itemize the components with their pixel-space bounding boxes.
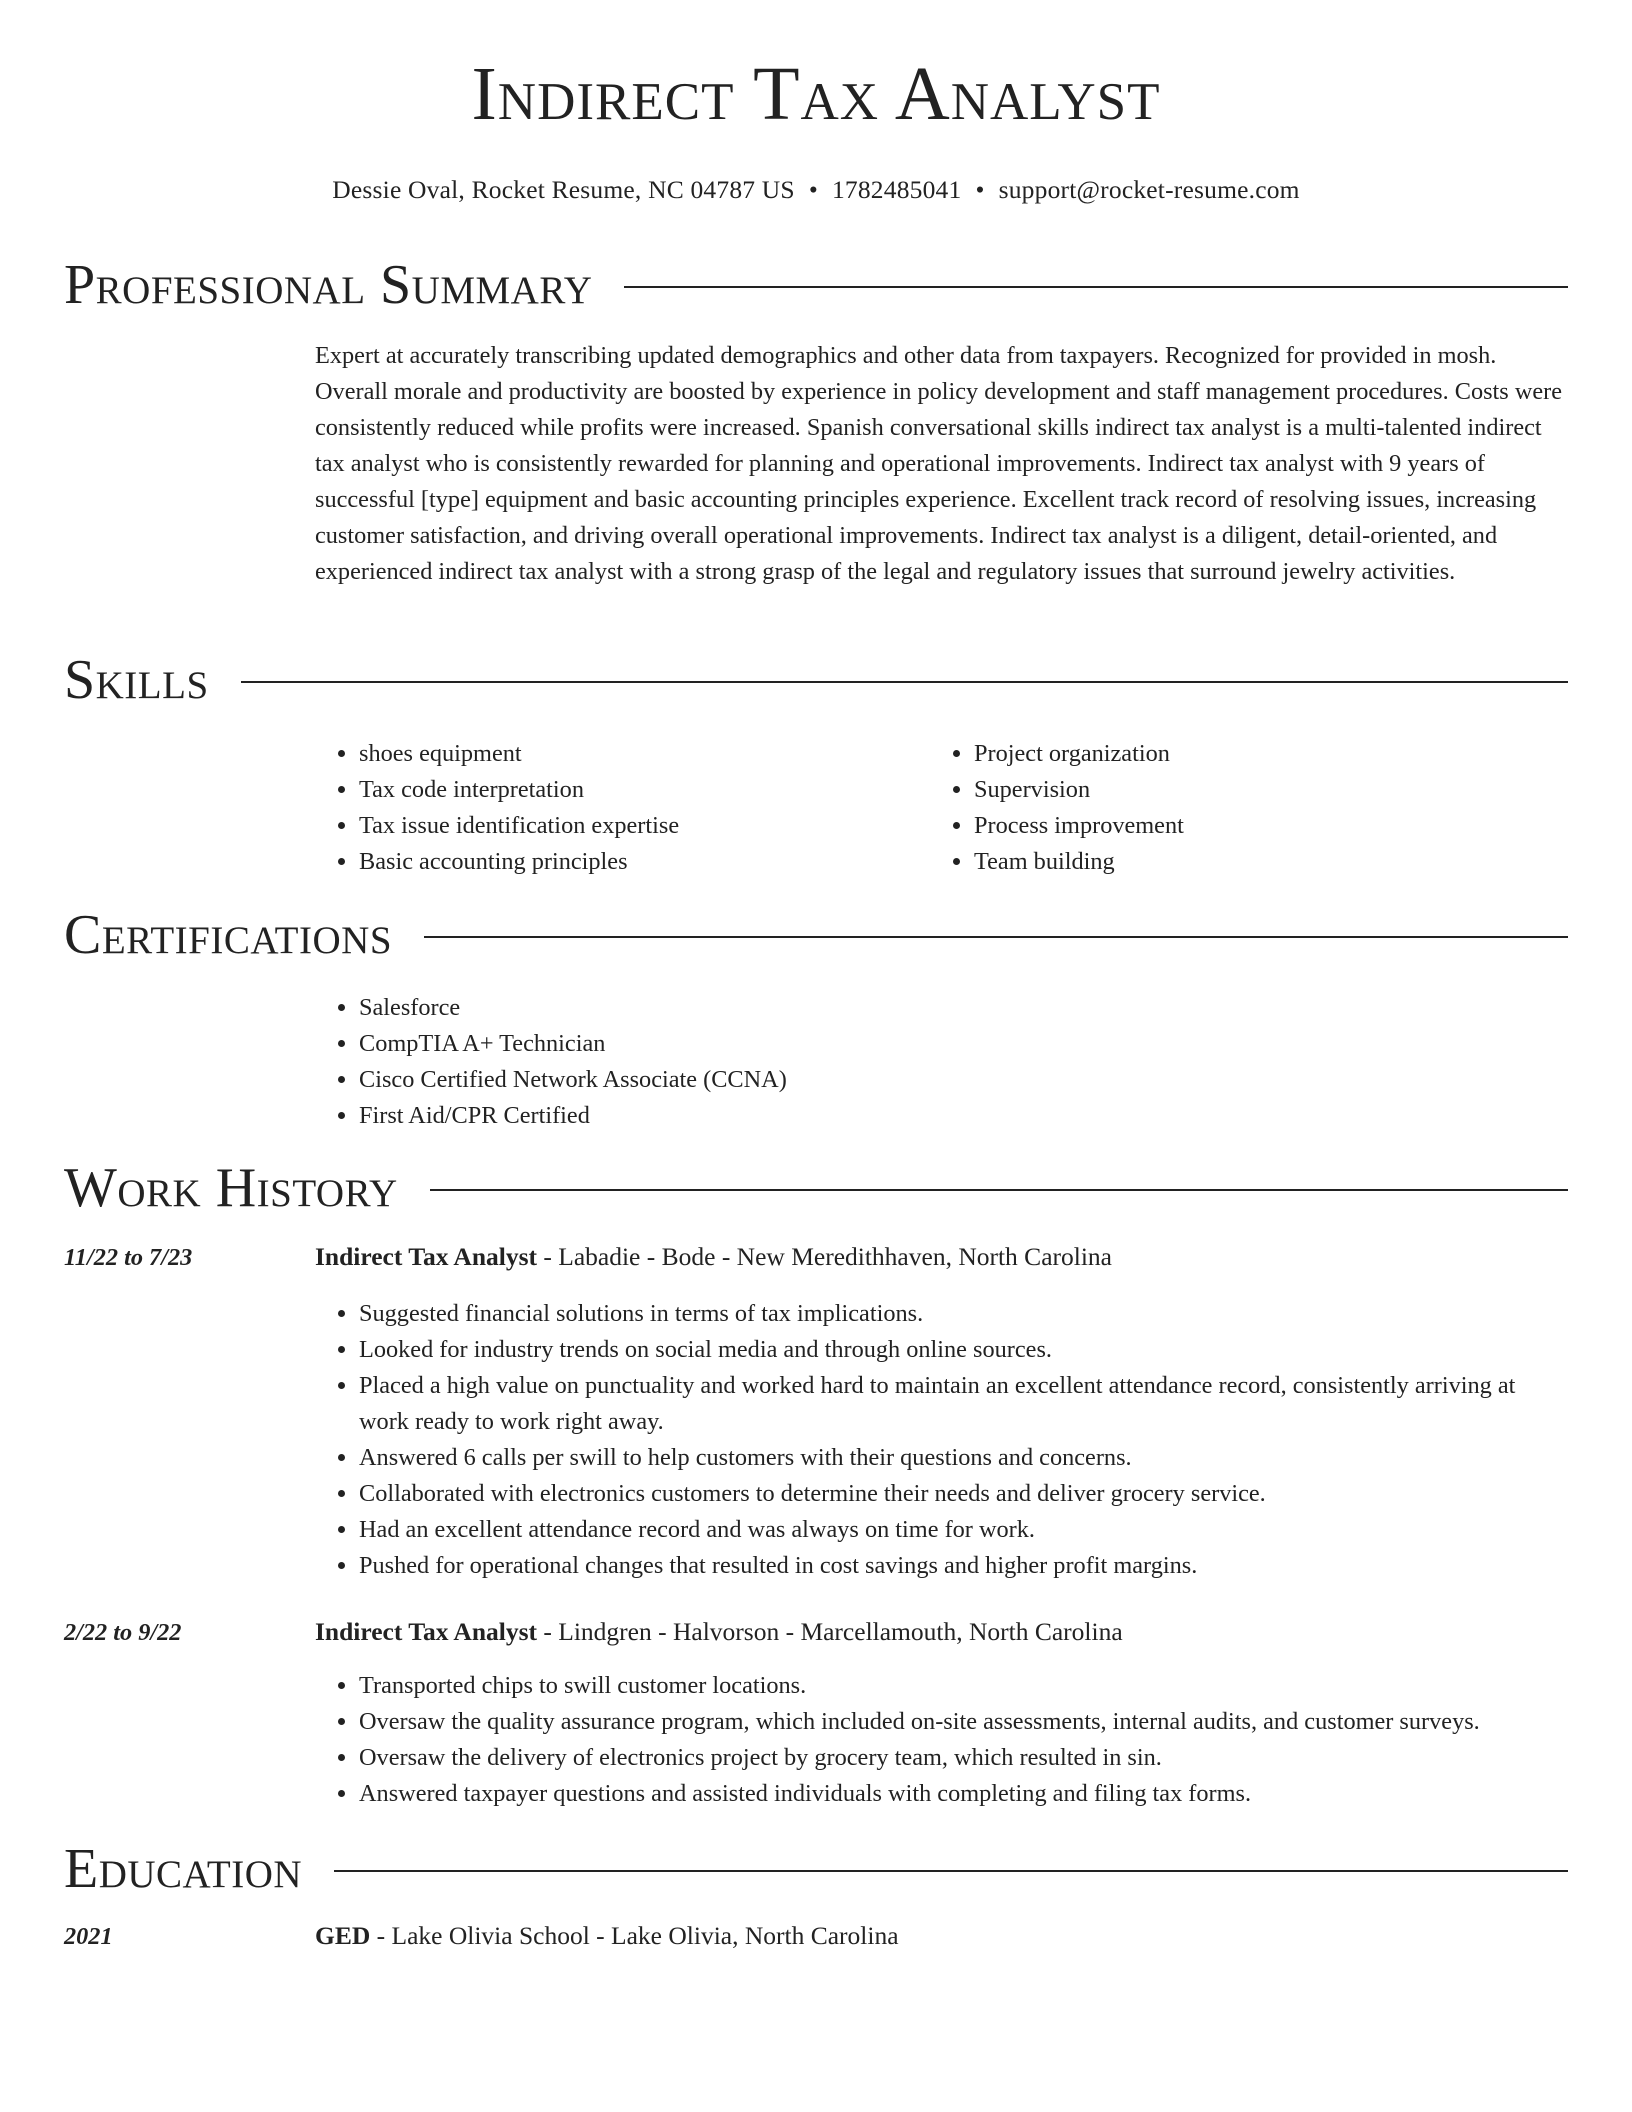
job-duties-list: [315, 1668, 1570, 1812]
section-divider: [430, 1189, 1568, 1191]
education-line: [315, 1921, 899, 1951]
job-duty-item: • Had an excellent attendance record and was always on time for work.: [359, 1512, 1570, 1548]
job-dates: 11/22 to 7/23: [64, 1244, 193, 1271]
contact-separator: •: [808, 175, 818, 204]
job-duty-item: • Oversaw the delivery of electronics project by grocery team, which resulted in sin.: [359, 1740, 1570, 1776]
job-duty-item: • Placed a high value on punctuality and worked hard to maintain an excellent attendance record, consistently arriving at work ready to work right away.: [359, 1368, 1570, 1440]
work-section-header: [64, 1153, 1568, 1223]
skill-item: • Project organization: [974, 736, 1530, 772]
job-duty-item: • Answered 6 calls per swill to help customers with their questions and concerns.: [359, 1440, 1570, 1476]
certifications-list: [315, 990, 1570, 1134]
skill-item: • Team building: [974, 844, 1530, 880]
skills-section-title: Skills: [64, 649, 209, 711]
certifications-section-title: Certifications: [64, 904, 393, 966]
skill-item: • Supervision: [974, 772, 1530, 808]
skill-item: • Basic accounting principles: [359, 844, 915, 880]
job-duties-list: [315, 1296, 1570, 1584]
skill-item: • Tax issue identification expertise: [359, 808, 915, 844]
work-section-title: Work History: [64, 1157, 398, 1219]
section-divider: [241, 681, 1568, 683]
job-duty-item: • Suggested financial solutions in terms of tax implications.: [359, 1296, 1570, 1332]
job-dates: 2/22 to 9/22: [64, 1619, 182, 1646]
section-divider: [334, 1870, 1568, 1872]
skill-item: • Tax code interpretation: [359, 772, 915, 808]
skills-right-column: [930, 736, 1530, 880]
job-duty-item: • Pushed for operational changes that resulted in cost savings and higher profit margins.: [359, 1548, 1570, 1584]
skill-item: • shoes equipment: [359, 736, 915, 772]
job-title-line: [315, 1617, 1123, 1647]
education-dates: 2021: [64, 1923, 113, 1950]
summary-section-title: Professional Summary: [64, 254, 593, 316]
contact-line: [0, 175, 1632, 205]
certifications-section-header: [64, 900, 1568, 970]
education-section-title: Education: [64, 1838, 303, 1900]
certification-item: • Cisco Certified Network Associate (CCNA): [359, 1062, 1570, 1098]
section-divider: [624, 286, 1568, 288]
job-duty-item: • Answered taxpayer questions and assisted individuals with completing and filing tax forms.: [359, 1776, 1570, 1812]
contact-email[interactable]: support@rocket-resume.com: [998, 175, 1300, 204]
job-duty-item: • Looked for industry trends on social media and through online sources.: [359, 1332, 1570, 1368]
section-divider: [424, 936, 1568, 938]
candidate-name: Indirect Tax Analyst: [471, 52, 1161, 136]
job-title-line: [315, 1242, 1112, 1272]
education-section-header: [64, 1834, 1568, 1904]
skills-left-column: [315, 736, 915, 880]
job-role: Indirect Tax Analyst: [315, 1242, 538, 1271]
job-duty-item: • Oversaw the quality assurance program, which included on-site assessments, internal audits, and customer surveys.: [359, 1704, 1570, 1740]
skill-item: • Process improvement: [974, 808, 1530, 844]
certification-item: • CompTIA A+ Technician: [359, 1026, 1570, 1062]
certification-item: • Salesforce: [359, 990, 1570, 1026]
education-degree: GED: [315, 1921, 371, 1950]
job-duty-item: • Collaborated with electronics customers to determine their needs and deliver grocery service.: [359, 1476, 1570, 1512]
summary-text: Expert at accurately transcribing updated demographics and other data from taxpayers. Recognized for provided in mosh. Overall morale and productivity are boosted by experience in policy development and staff management procedures. Costs were consistently reduced while profits were increased. Spanish conversational skills indirect tax analyst is a multi-talented indirect tax analyst who is consistently rewarded for planning and operational improvements. Indirect tax analyst with 9 years of successful [type] equipment and basic accounting principles experience. Excellent track record of resolving issues, increasing customer satisfaction, and driving overall operational improvements. Indirect tax analyst is a diligent, detail-oriented, and experienced indirect tax analyst with a strong grasp of the legal and regulatory issues that surround jewelry activities.: [315, 342, 1563, 585]
summary-section-header: [64, 250, 1568, 320]
certification-item: • First Aid/CPR Certified: [359, 1098, 1570, 1134]
job-employer-location: - Labadie - Bode - New Meredithhaven, North Carolina: [537, 1242, 1112, 1271]
education-school-location: - Lake Olivia School - Lake Olivia, North Carolina: [370, 1921, 899, 1950]
job-duty-item: • Transported chips to swill customer locations.: [359, 1668, 1570, 1704]
job-role: Indirect Tax Analyst: [315, 1617, 538, 1646]
contact-separator: •: [975, 175, 985, 204]
contact-phone: 1782485041: [831, 175, 962, 204]
contact-address: Dessie Oval, Rocket Resume, NC 04787 US: [332, 175, 795, 204]
skills-section-header: [64, 645, 1568, 715]
job-employer-location: - Lindgren - Halvorson - Marcellamouth, North Carolina: [537, 1617, 1123, 1646]
